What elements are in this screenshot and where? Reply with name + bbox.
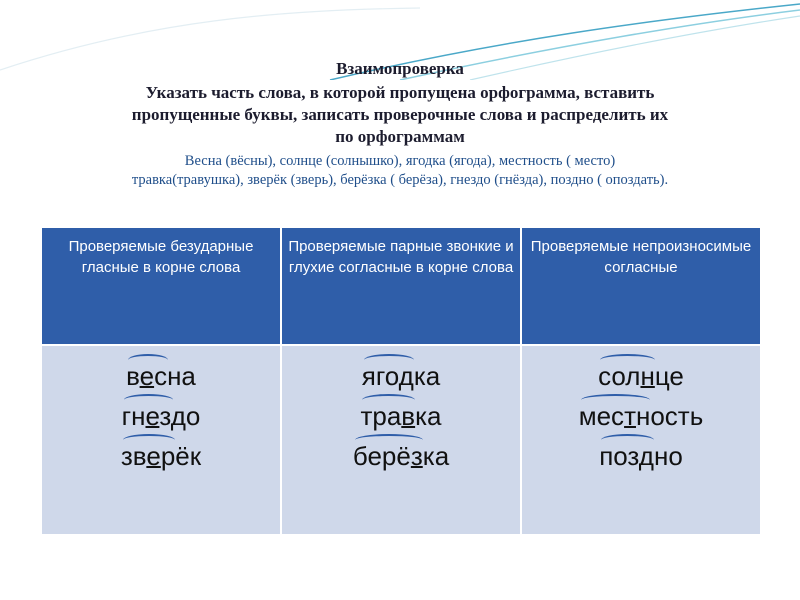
orthogram-word: берёзка (353, 436, 449, 476)
root-arc-icon (601, 434, 654, 446)
root-arc-icon (581, 394, 650, 406)
orthogram-word: зверёк (121, 436, 201, 476)
root-arc-icon (123, 434, 175, 446)
orthogram-letter: е (146, 441, 161, 471)
column-header-paired-consonants: Проверяемые парные звонкие и глухие согласные в корне слова (281, 227, 521, 345)
orthogram-word: местность (579, 396, 704, 436)
orthogram-letter: в (401, 401, 416, 431)
heading-block (40, 58, 760, 190)
orthogram-letter: е (145, 401, 160, 431)
word-list (522, 356, 760, 476)
orthogram-word: солнце (598, 356, 684, 396)
root-arc-icon (355, 434, 423, 446)
root-arc-icon (362, 394, 415, 406)
word-list (282, 356, 520, 476)
orthogram-word: ягодка (362, 356, 440, 396)
orthogram-word: травка (360, 396, 441, 436)
orthogram-letter: з (410, 441, 423, 471)
task-line-2: пропущенные буквы, записать проверочные слова и распределить их (131, 105, 669, 124)
orthogram-letter: д (638, 441, 654, 471)
orthogram-letter: т (624, 401, 636, 431)
root-arc-icon (124, 394, 174, 406)
orthogram-letter: н (640, 361, 655, 391)
word-list (42, 356, 280, 476)
words-line-2: травка(травушка), зверёк (зверь), берёзка ( берёза), гнездо (гнёзда), поздно ( опоздать). (131, 172, 669, 188)
heading-title: Взаимопроверка (336, 59, 464, 78)
task-line-1: Указать часть слова, в которой пропущена орфограмма, вставить (145, 83, 655, 102)
orthogram-letter: е (139, 361, 155, 391)
orthogram-word: весна (126, 356, 196, 396)
words-with-checks (40, 152, 760, 190)
orthogram-word: гнездо (122, 396, 201, 436)
task-line-3: по орфограммам (335, 127, 465, 146)
root-arc-icon (128, 354, 168, 366)
orthogram-letter: д (398, 361, 414, 391)
words-line-1: Весна (вёсны), солнце (солнышко), ягодка (ягода), местность ( место) (184, 153, 616, 169)
column-cell (281, 345, 521, 535)
column-cell (41, 345, 281, 535)
orthogram-word: поздно (599, 436, 683, 476)
orthogram-table (40, 226, 762, 536)
task-text (40, 82, 760, 148)
column-cell (521, 345, 761, 535)
root-arc-icon (600, 354, 655, 366)
table-body-row (41, 345, 761, 535)
column-header-unstressed-vowels: Проверяемые безударные гласные в корне слова (41, 227, 281, 345)
column-header-unpronounceable-consonants: Проверяемые непроизносимые согласные (521, 227, 761, 345)
root-arc-icon (364, 354, 414, 366)
table-header-row (41, 227, 761, 345)
